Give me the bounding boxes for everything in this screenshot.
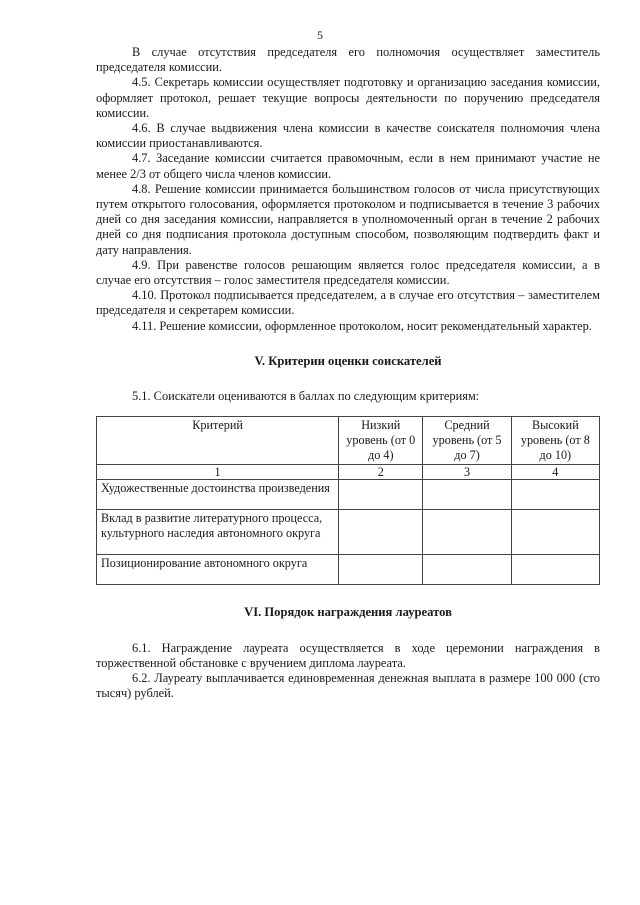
table-row bbox=[97, 480, 600, 510]
paragraph-4-4-cont: В случае отсутствия председателя его полномочия осуществляет заместитель председателя комиссии. bbox=[96, 45, 600, 75]
criterion-name: Художественные достоинства произведения bbox=[97, 480, 339, 510]
document-body bbox=[96, 45, 600, 701]
section-6-title: VI. Порядок награждения лауреатов bbox=[244, 605, 452, 620]
score-cell bbox=[339, 480, 423, 510]
table-row bbox=[97, 555, 600, 585]
table-header-row bbox=[97, 417, 600, 464]
score-cell bbox=[423, 480, 511, 510]
paragraph-4-7: 4.7. Заседание комиссии считается правомочным, если в нем принимают участие не менее 2/3 от общего числа членов комиссии. bbox=[96, 151, 600, 181]
score-cell bbox=[511, 480, 599, 510]
paragraph-6-2: 6.2. Лауреату выплачивается единовременная денежная выплата в размере 100 000 (сто тысяч) рублей. bbox=[96, 671, 600, 701]
header-low-level: Низкий уровень (от 0 до 4) bbox=[339, 417, 423, 464]
paragraph-4-6: 4.6. В случае выдвижения члена комиссии в качестве соискателя полномочия члена комиссии приостанавливаются. bbox=[96, 121, 600, 151]
header-criterion: Критерий bbox=[97, 417, 339, 464]
page-number: 5 bbox=[317, 28, 323, 42]
score-cell bbox=[339, 510, 423, 555]
score-cell bbox=[423, 555, 511, 585]
paragraph-4-11: 4.11. Решение комиссии, оформленное протоколом, носит рекомендательный характер. bbox=[132, 318, 592, 333]
score-cell bbox=[423, 510, 511, 555]
header-high-level: Высокий уровень (от 8 до 10) bbox=[511, 417, 599, 464]
column-number: 4 bbox=[511, 464, 599, 480]
score-cell bbox=[511, 555, 599, 585]
paragraph-4-5: 4.5. Секретарь комиссии осуществляет подготовку и организацию заседания комиссии, оформляет протокол, решает текущие вопросы деятельности по поручению председателя комиссии. bbox=[96, 75, 600, 120]
column-number: 2 bbox=[339, 464, 423, 480]
criterion-name: Позиционирование автономного округа bbox=[97, 555, 339, 585]
paragraph-4-10: 4.10. Протокол подписывается председателем, а в случае его отсутствия – заместителем председателя и секретарем комиссии. bbox=[96, 288, 600, 318]
paragraph-4-9: 4.9. При равенстве голосов решающим является голос председателя комиссии, а в случае его отсутствия – голос заместителя председателя комиссии. bbox=[96, 257, 600, 288]
section-5-title: V. Критерии оценки соискателей bbox=[254, 353, 442, 368]
criterion-name: Вклад в развитие литературного процесса, культурного наследия автономного округа bbox=[97, 510, 339, 555]
paragraph-5-1: 5.1. Соискатели оцениваются в баллах по следующим критериям: bbox=[132, 389, 480, 404]
paragraph-6-1: 6.1. Награждение лауреата осуществляется в ходе церемонии награждения в торжественной обстановке с вручением диплома лауреата. bbox=[96, 640, 600, 670]
column-number: 3 bbox=[423, 464, 511, 480]
header-medium-level: Средний уровень (от 5 до 7) bbox=[423, 417, 511, 464]
score-cell bbox=[511, 510, 599, 555]
criteria-table bbox=[96, 416, 600, 585]
table-row bbox=[97, 510, 600, 555]
paragraph-4-8: 4.8. Решение комиссии принимается большинством голосов от числа присутствующих путем открытого голосования, оформляется протоколом и подписывается в течение 3 рабочих дней со дня заседания комиссии, направляется в уполномоченный орган в течение 2 рабочих дней со дня подписания протокола доступным способом, позволяющим подтвердить факт и дату направления. bbox=[96, 181, 600, 257]
table-number-row bbox=[97, 464, 600, 480]
score-cell bbox=[339, 555, 423, 585]
column-number: 1 bbox=[97, 464, 339, 480]
